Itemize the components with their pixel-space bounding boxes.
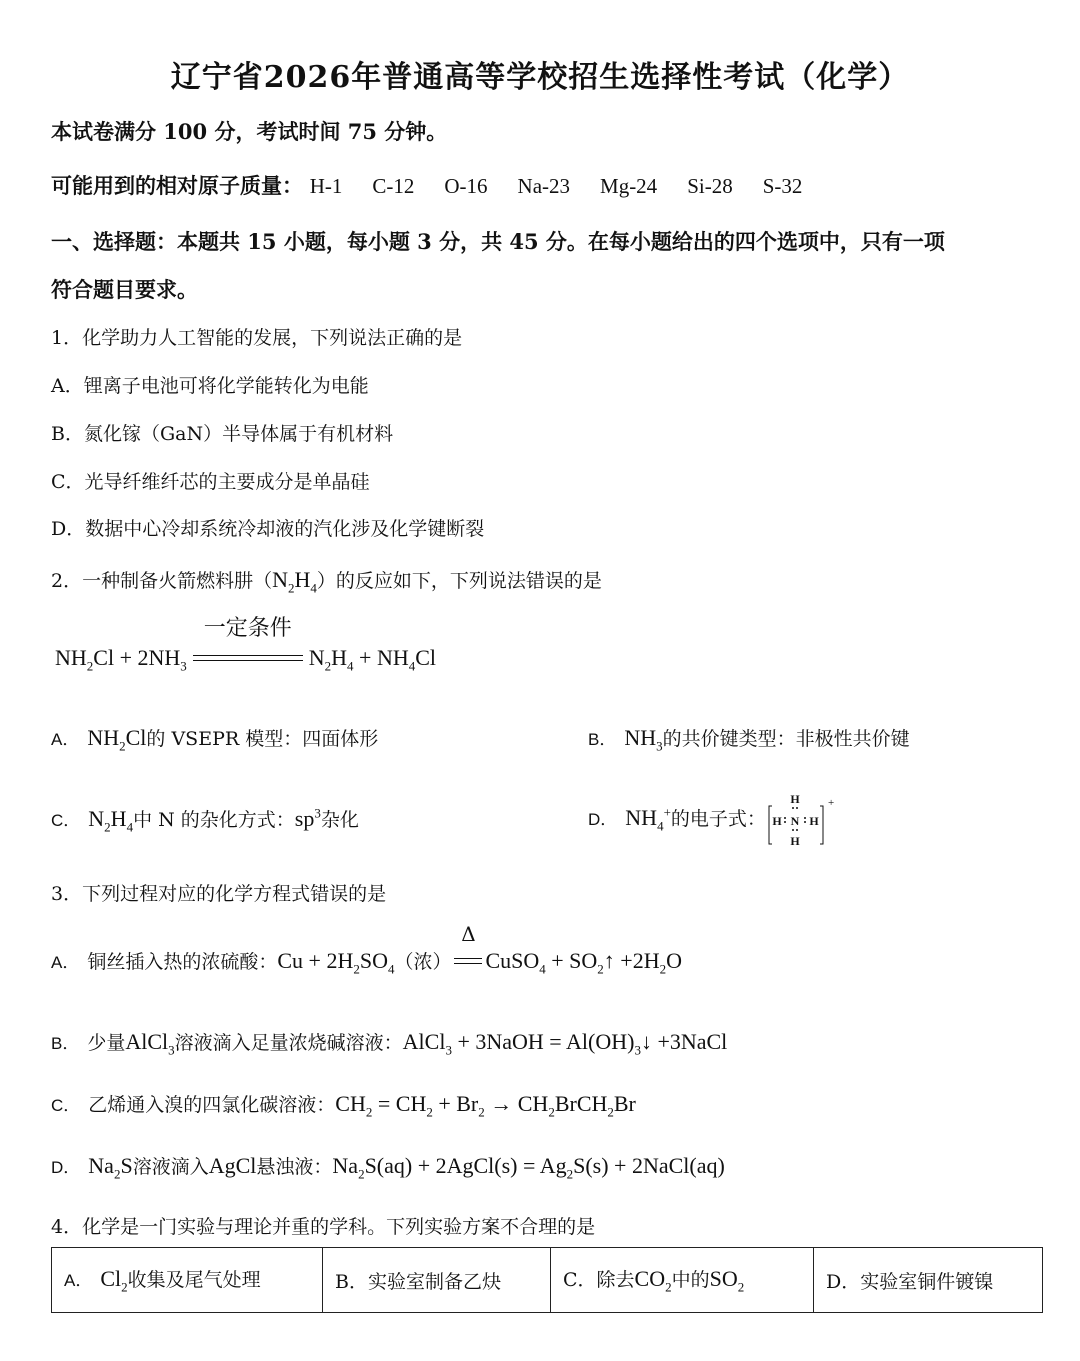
q2-option-b (588, 724, 910, 754)
q1-option-a: A．锂离子电池可将化学能转化为电能 (51, 375, 369, 397)
q3-option-d-text-a: 溶液滴入 (132, 1156, 209, 1178)
q4-option-c-mid: 中的 (671, 1268, 710, 1291)
q2-option-b-label: B． (588, 730, 617, 749)
atomic-mass-s: S-32 (762, 174, 803, 198)
eq-line-bottom (454, 963, 482, 964)
q4-option-d: D．实验室铜件镀镍 (814, 1248, 1043, 1313)
q4-option-a-formula: $Cl_2$ (100, 1265, 128, 1295)
q2-option-d (588, 792, 838, 848)
section-heading-line1: 一、选择题：本题共 15 小题，每小题 3 分，共 45 分。在每小题给出的四个选项中，只有一项 (51, 229, 945, 254)
q1-stem: 1．化学助力人工智能的发展，下列说法正确的是 (51, 327, 463, 349)
q4-stem: 4．化学是一门实验与理论并重的学科。下列实验方案不合理的是 (51, 1216, 596, 1238)
q2-option-b-text: 的共价键类型：非极性共价键 (662, 728, 910, 750)
q2-option-c (51, 805, 359, 835)
q2-option-a-label: A． (51, 730, 80, 749)
q3-option-d-formula-agcl: AgCl (208, 1153, 257, 1178)
q2-option-d-label: D． (588, 810, 618, 829)
q2-option-d-formula: $NH_4^+$ (625, 804, 671, 834)
atomic-mass-h: H-1 (309, 174, 343, 198)
q4-option-c (551, 1248, 814, 1313)
q4-option-a-label: A． (64, 1270, 93, 1290)
eq-line-bottom (193, 660, 303, 661)
atomic-mass-mg: Mg-24 (600, 174, 658, 198)
q3-option-a-label: A． (51, 953, 80, 972)
eq-line-top (454, 958, 482, 959)
q3-option-b-label: B． (51, 1034, 80, 1053)
q3-option-d-label: D． (51, 1158, 81, 1177)
q3-option-b-equation: AlCl$_3$ + 3NaOH = $Al(OH)_3↓$ +3NaCl (402, 1029, 728, 1058)
svg-text:N: N (790, 814, 800, 828)
delta-symbol: Δ (461, 922, 476, 946)
q3-stem: 3．下列过程对应的化学方程式错误的是 (51, 883, 387, 905)
q2-stem (51, 566, 602, 596)
atomic-mass-si: Si-28 (687, 174, 733, 198)
q4-option-c-label: C．除去 (563, 1268, 635, 1291)
score-line: 本试卷满分 100 分，考试时间 75 分钟。 (51, 119, 448, 144)
q3-option-b-text-a: 少量 (87, 1032, 126, 1054)
q3-option-a-text: 铜丝插入热的浓硫酸： (87, 951, 278, 973)
svg-text:H: H (790, 792, 800, 806)
q2-option-a-text: 的 VSEPR 模型：四面体形 (146, 728, 379, 750)
q2-equation: $NH_2Cl + 2NH_3$ 一定条件 $N_2H_4 + NH_4Cl$ (55, 645, 436, 674)
q2-option-c-text-a: 中 N 的杂化方式： (133, 809, 295, 831)
atomic-mass-na: Na-23 (517, 174, 571, 198)
q2-option-a-formula: $NH_2Cl$ (87, 725, 147, 754)
q3-option-b-text-b: 溶液滴入足量浓烧碱溶液： (174, 1032, 403, 1054)
q1-option-d: D．数据中心冷却系统冷却液的汽化涉及化学键断裂 (51, 518, 485, 540)
section-heading-line2: 符合题目要求。 (51, 277, 198, 302)
eq-line-top (193, 655, 303, 656)
q2-condition-arrow (193, 615, 303, 673)
atomic-mass-label: 可能用到的相对原子质量： (51, 173, 303, 198)
q3-option-d-equation: $Na_2S(aq)$ + 2AgCl(s) = $Ag_2S(s)$ + 2NaCl(aq) (332, 1153, 725, 1182)
page-title: 辽宁省2026年普通高等学校招生选择性考试（化学） (170, 60, 910, 95)
q3-option-c-label: C． (51, 1096, 81, 1115)
svg-text:H: H (809, 814, 819, 828)
q3-option-b (51, 1028, 727, 1058)
q4-option-a-text: 收集及尾气处理 (127, 1268, 261, 1291)
q1-option-b: B．氮化镓（GaN）半导体属于有机材料 (51, 423, 394, 445)
q4-option-c-formula-co2: $CO_2$ (634, 1265, 672, 1295)
atomic-mass-line (51, 170, 802, 200)
q3-option-a-lhs: $Cu + 2H_2SO_4$ (277, 948, 395, 977)
q4-option-c-formula-so2: $SO_2$ (709, 1265, 745, 1295)
q3-option-c-equation: $CH_2 = CH_2 + Br_2$ → $CH_2BrCH_2Br$ (335, 1091, 636, 1120)
q2-option-c-label: C． (51, 811, 81, 830)
q2-stem-part1: 2．一种制备火箭燃料肼（ (51, 570, 273, 592)
q3-option-d-text-b: 悬浊液： (256, 1156, 333, 1178)
q1-option-c: C．光导纤维纤芯的主要成分是单晶硅 (51, 471, 370, 493)
q2-option-c-text-b: 杂化 (320, 809, 359, 831)
q3-option-c (51, 1090, 636, 1120)
q3-option-a-conc: （浓） (394, 951, 452, 973)
q3-option-a-rhs: CuSO$_4$ + $SO_2↑ +2H_2O$ (485, 948, 682, 977)
q3-option-b-formula: AlCl$_3$ (125, 1029, 175, 1058)
svg-text:H: H (790, 834, 800, 848)
q3-option-d-formula-na2s: $Na_2S$ (88, 1153, 133, 1182)
svg-text:+: + (827, 797, 835, 809)
q2-option-b-formula: $NH_3$ (624, 725, 663, 754)
q3-option-d (51, 1152, 725, 1182)
q2-formula-n2h4: $N_2H_4$ (272, 567, 317, 596)
q2-stem-part2: ）的反应如下，下列说法错误的是 (316, 570, 602, 592)
q4-option-b: B．实验室制备乙炔 (323, 1248, 551, 1313)
q2-option-d-text: 的电子式： (670, 808, 766, 830)
atomic-mass-o: O-16 (444, 174, 488, 198)
q2-option-a (51, 724, 378, 754)
q2-option-c-formula: $N_2H_4$ (88, 806, 134, 835)
svg-text:H: H (772, 814, 782, 828)
ammonium-lewis-structure (768, 792, 838, 848)
q2-condition-text: 一定条件 (203, 615, 292, 641)
q4-options-table (51, 1247, 1043, 1313)
heat-condition (453, 922, 483, 974)
q2-option-c-hybrid: $sp^3$ (294, 805, 321, 831)
q4-option-a (52, 1248, 323, 1313)
q3-option-c-text: 乙烯通入溴的四氯化碳溶液： (88, 1094, 336, 1116)
q3-option-a (51, 922, 682, 977)
atomic-mass-c: C-12 (372, 174, 415, 198)
